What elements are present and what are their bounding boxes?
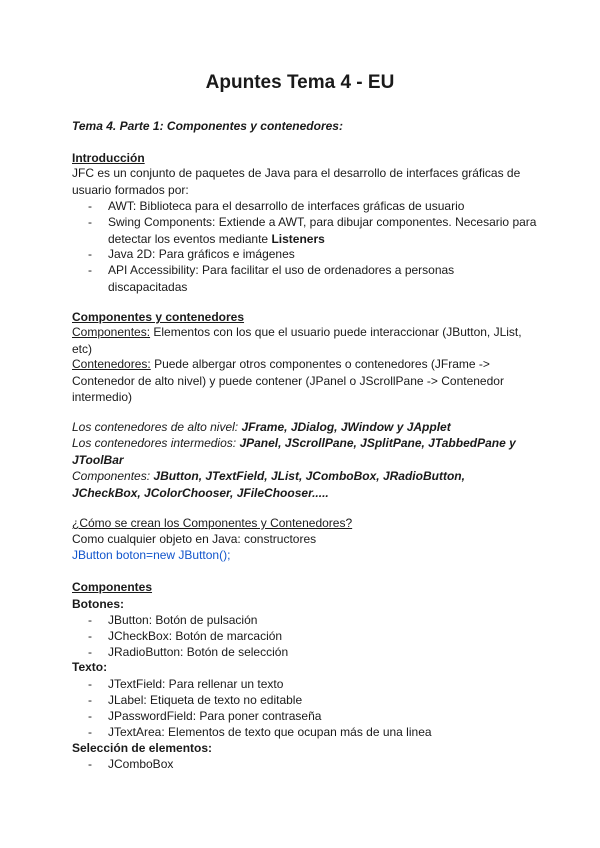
bullet-dash: - — [88, 247, 92, 261]
bullet-dash: - — [88, 263, 92, 277]
alto-nivel-line: Los contenedores de alto nivel: JFrame, JDialog, JWindow y JApplet — [72, 420, 451, 434]
creation-question: ¿Cómo se crean los Componentes y Contenedores? — [72, 516, 353, 530]
intro-paragraph: JFC es un conjunto de paquetes de Java para el desarrollo de interfaces gráficas de usuario formados por: — [72, 166, 521, 197]
componentes-line: Componentes: JButton, JTextField, JList, JComboBox, JRadioButton, JCheckBox, JColorChooser, JFileChooser..... — [72, 469, 465, 500]
list-item-text: AWT: Biblioteca para el desarrollo de interfaces gráficas de usuario — [108, 199, 465, 213]
code-example: JButton boton=new JButton(); — [72, 548, 231, 562]
list-item-text: API Accessibility: Para facilitar el uso de ordenadores a personas discapacitadas — [108, 263, 455, 294]
document-page: Apuntes Tema 4 - EU Tema 4. Parte 1: Componentes y contenedores: Introducción JFC es un conjunto de paquetes de Java para el desarrollo de interfaces gráficas de usuario formados por: - AWT: Biblioteca para el desarrollo de interfaces gráficas de usuario - Swing Components: Extiende a AWT, para dibujar componentes. Necesario para detectar los eventos mediante Listeners - Java 2D: Para gráficos e imágenes - API Accessibility: Para facilitar el uso de ordenadores a personas discapacitadas Componentes y contenedores Componentes: Elementos con los que el usuario puede interaccionar (JButton, JList, etc) Contenedores: Puede albergar otros componentes o contenedores (JFrame -> Contenedor de alto nivel) y puede contener (JPanel o JScrollPane -> Contenedor intermedio) Los contenedores de alto nivel: JFrame, JDialog, JWindow y JApplet Los contenedores intermedios: JPanel, JScrollPane, JSplitPane, JTabbedPane y JToolBar Componentes: JButton, JTextField, JList, JComboBox, JRadioButton, JCheckBox, JColorChooser, JFileChooser..... ¿Cómo se crean los Componentes y Contenedores? Como cualquier objeto en Java: constructores JButton boton=new JButton(); Componentes Botones: - JButton: Botón de pulsación - JCheckBox: Botón de marcación - JRadioButton: Botón de selección Texto: - JTextField: Para rellenar un texto - JLabel: Etiqueta de texto no editable - JPasswordField: Para poner contraseña - JTextArea: Elementos de texto que ocupan más de una linea Selección de elementos: - JComboBox — [0, 0, 600, 848]
group-title-botones: Botones: — [72, 597, 124, 611]
comp-cont-heading: Componentes y contenedores — [72, 310, 245, 324]
creation-answer: Como cualquier objeto en Java: constructores — [72, 532, 317, 546]
list-item-text: Swing Components: Extiende a AWT, para dibujar componentes. Necesario para detectar los eventos mediante Listeners — [108, 215, 537, 246]
list-item-text: Java 2D: Para gráficos e imágenes — [108, 247, 295, 261]
bullet-dash: - — [88, 199, 92, 213]
group-title-texto: Texto: — [72, 660, 108, 674]
intermedios-line: Los contenedores intermedios: JPanel, JScrollPane, JSplitPane, JTabbedPane y JToolBar — [72, 436, 516, 467]
group-title-seleccion: Selección de elementos: — [72, 741, 213, 755]
componentes-definition: Componentes: Elementos con los que el usuario puede interaccionar (JButton, JList, etc) — [72, 325, 522, 356]
bullet-dash: - — [88, 215, 92, 229]
section-subtitle: Tema 4. Parte 1: Componentes y contenedores: — [72, 119, 343, 133]
intro-heading: Introducción — [72, 151, 145, 165]
page-title: Apuntes Tema 4 - EU — [205, 72, 395, 93]
componentes-heading: Componentes — [72, 580, 153, 594]
contenedores-definition: Contenedores: Puede albergar otros componentes o contenedores (JFrame -> Contenedor de alto nivel) y puede contener (JPanel o JScrollPane -> Contenedor intermedio) — [72, 357, 504, 404]
listeners-keyword: Listeners — [271, 231, 325, 246]
